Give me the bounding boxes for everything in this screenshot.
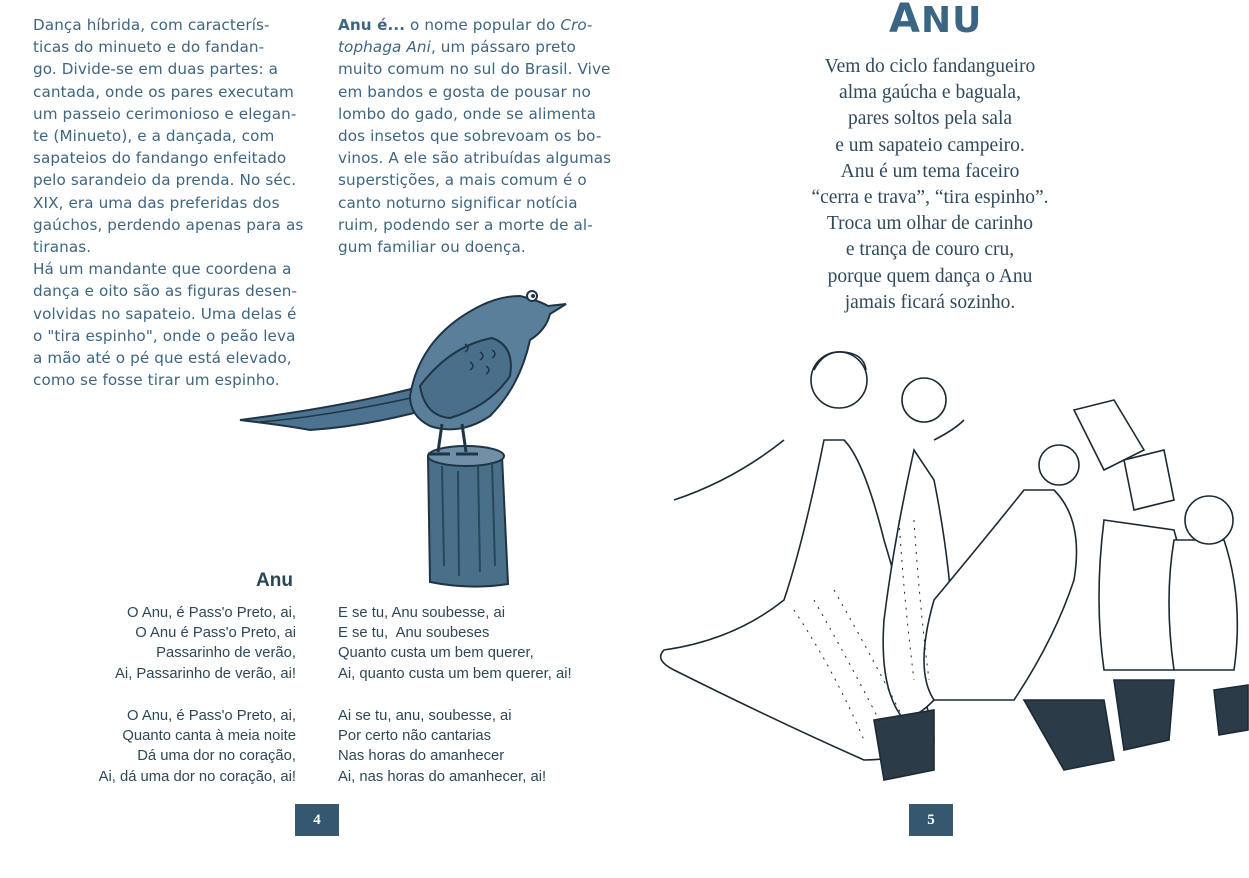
man-figure-1 bbox=[924, 490, 1077, 700]
poem-line: e trança de couro cru, bbox=[845, 239, 1015, 261]
poem-line: jamais ficará sozinho. bbox=[844, 291, 1016, 313]
stanza-2: O Anu, é Pass'o Preto, ai, Quanto canta à meia noite Dá uma dor no coração, Ai, dá uma dor no coração, ai! bbox=[98, 708, 296, 785]
anu-bird-illustration bbox=[230, 266, 570, 591]
poem-line: Vem do ciclo fandangueiro bbox=[824, 56, 1036, 77]
wooden-post bbox=[428, 450, 508, 587]
poem-line: alma gaúcha e baguala, bbox=[839, 82, 1021, 104]
song-title: Anu bbox=[256, 570, 293, 591]
poem bbox=[780, 54, 1080, 316]
about-text-1: o nome popular do bbox=[405, 16, 561, 34]
page-number-left: 4 bbox=[295, 804, 339, 836]
about-text-2: , um pássaro preto bbox=[430, 38, 576, 57]
poem-line: e um sapateio campeiro. bbox=[835, 134, 1025, 156]
page-number-right: 5 bbox=[909, 804, 953, 836]
about-italic-2: tophaga Ani bbox=[338, 38, 431, 57]
title-rest: NU bbox=[920, 0, 983, 41]
about-anu-paragraph bbox=[338, 14, 611, 258]
stanza-1: O Anu, é Pass'o Preto, ai, O Anu é Pass'o Preto, ai Passarinho de verão, Ai, Passarinho de verão, ai! bbox=[115, 605, 296, 682]
poem-line: Anu é um tema faceiro bbox=[840, 160, 1020, 182]
poem-line: Troca um olhar de carinho bbox=[826, 213, 1034, 235]
poem-line: pares soltos pela sala bbox=[847, 108, 1013, 130]
about-bold-lead: Anu é... bbox=[338, 16, 406, 34]
dancers-illustration bbox=[634, 340, 1249, 790]
page-title bbox=[889, 0, 982, 42]
stanza-4: Ai se tu, anu, soubesse, ai Por certo não cantarias Nas horas do amanhecer Ai, nas horas do amanhecer, ai! bbox=[338, 708, 547, 785]
poem-line: porque quem dança o Anu bbox=[827, 265, 1033, 287]
stanza-3: E se tu, Anu soubesse, ai E se tu, Anu soubeses Quanto custa um bem querer, Ai, quanto custa um bem querer, ai! bbox=[338, 605, 572, 682]
left-page bbox=[0, 0, 624, 878]
title-initial: A bbox=[889, 0, 921, 42]
poem-line: “cerra e trava”, “tira espinho”. bbox=[811, 187, 1049, 209]
about-italic-1: Cro- bbox=[560, 16, 593, 34]
about-text-rest: muito comum no sul do Brasil. Vive em bandos e gosta de pousar no lombo do gado, onde se alimenta dos insetos que sobrevoam os bo- vinos. A ele são atribuídas algumas superstições, a mais comum é o canto noturno significar notícia ruim, podendo ser a morte de al- gum familiar ou doença. bbox=[338, 60, 612, 257]
man-figure-3 bbox=[1169, 540, 1237, 670]
intro-paragraph: Dança híbrida, com caracterís- ticas do minueto e do fandan- go. Divide-se em duas partes: a cantada, onde os pares executam um passeio cerimonioso e elegan- te (Minueto), e a dançada, com sapateios do fandango enfeitado pelo sarandeio da prenda. No séc. XIX, era uma das preferidas dos gaúchos, perdendo apenas para as tiranas. Há um mandante que coordena a dança e oito são as figuras desen- volvidas no sapateio. Uma delas é o "tira espinho", onde o peão leva a mão até o pé que está elevado, como se fosse tirar um espinho. bbox=[33, 16, 304, 390]
